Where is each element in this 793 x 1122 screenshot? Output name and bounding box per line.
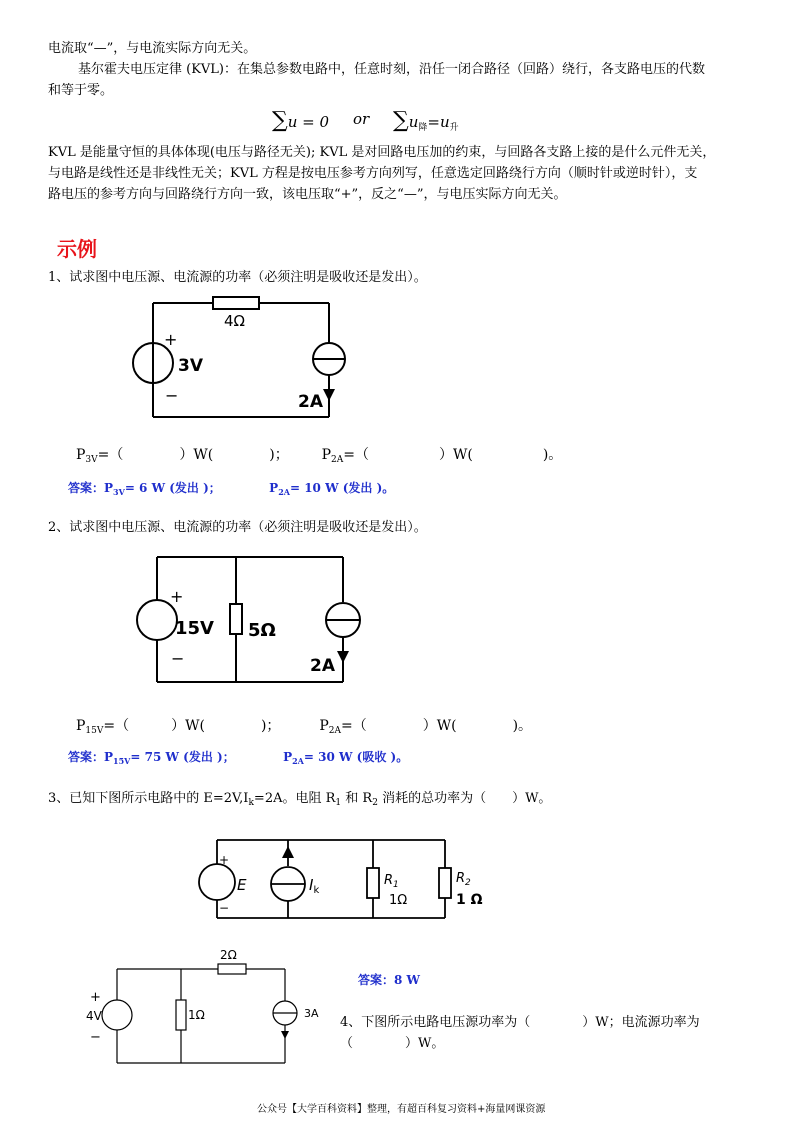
current-arrow-icon — [281, 1031, 289, 1039]
kvl-formula-or: or — [353, 110, 370, 128]
kvl-paragraph-line3: 路电压的参考方向与回路绕行方向一致，该电压取“+”，反之“—”，与电压实际方向无关。 — [48, 187, 567, 202]
resistor-2ohm — [218, 964, 246, 974]
kvl-paragraph-line2: 与电路是线性还是非线性无关；KVL 方程是按电压参考方向列写，任意选定回路绕行方向（顺时针或逆时针），支 — [48, 166, 698, 181]
kvl-formula-left: ∑u = 0 — [272, 108, 330, 133]
kvl-paragraph-line1: KVL 是能量守恒的具体体现(电压与路径无关); KVL 是对回路电压加的约束，与回路各支路上接的是什么元件无关， — [48, 145, 716, 160]
plus-sign: + — [219, 853, 230, 867]
kvl-definition-line1: 基尔霍夫电压定律 (KVL)：在集总参数电路中，任意时刻，沿任一闭合路径（回路）绕行，各支路电压的代数 — [78, 62, 706, 77]
resistor-label: 4Ω — [224, 312, 246, 330]
question-4-text-line2: （ ）W。 — [340, 1036, 445, 1051]
question-1-power-blanks: $P_{3V}=$（ ）W( )； $P_{2A}=$（ ）W( )。 — [76, 447, 563, 465]
circuit-diagram-4 — [80, 945, 320, 1070]
resistor-r2 — [439, 868, 451, 898]
voltage-label: E — [237, 876, 247, 894]
voltage-source-icon — [137, 600, 177, 640]
current-label: 2A — [298, 392, 323, 412]
current-label: $I_k$ — [309, 876, 320, 896]
circuit-diagram-1 — [130, 285, 360, 425]
current-label: 2A — [310, 656, 335, 676]
plus-sign: + — [164, 330, 178, 349]
current-arrow-icon — [337, 651, 349, 663]
resistor-r1 — [367, 868, 379, 898]
page-footer: 公众号【大学百科资料】整理，有超百科复习资料+海量网课资源 — [257, 1104, 546, 1115]
minus-sign: − — [171, 649, 185, 668]
question-1-text: 1、试求图中电压源、电流源的功率（必须注明是吸收还是发出）。 — [48, 270, 427, 285]
resistor-mid-label: 1Ω — [188, 1008, 205, 1022]
resistor-top-label: 2Ω — [220, 948, 237, 962]
resistor-1ohm — [176, 1000, 186, 1030]
current-arrow-icon — [282, 846, 294, 858]
voltage-source-icon — [102, 1000, 132, 1030]
question-4-text-line1: 4、下图所示电路电压源功率为（ ）W；电流源功率为 — [340, 1015, 700, 1030]
current-arrow-icon — [323, 389, 335, 401]
question-2-power-blanks: $P_{15V}=$（ ）W( )； $P_{2A}=$（ ）W( )。 — [76, 718, 533, 736]
r1-label: $R_1$ — [384, 873, 399, 890]
voltage-label: 15V — [175, 618, 214, 639]
r1-value: 1Ω — [389, 893, 408, 908]
section-heading: 示例 — [57, 237, 97, 261]
resistor-4ohm — [213, 297, 259, 309]
circuit-diagram-3 — [190, 832, 490, 927]
r2-label: $R_2$ — [456, 871, 471, 888]
question-1-answer: 答案：$P_{3V}= 6$ W (发出 )； $P_{2A}= 10$ W (发出 )。 — [68, 481, 395, 497]
minus-sign: − — [165, 386, 179, 405]
question-2-text: 2、试求图中电压源、电流源的功率（必须注明是吸收还是发出）。 — [48, 520, 427, 535]
plus-sign: + — [90, 990, 101, 1005]
kvl-formula-right: $\sum u_降=u_升$ — [393, 108, 459, 133]
voltage-label: 4V — [86, 1009, 102, 1023]
minus-sign: − — [90, 1030, 101, 1045]
voltage-label: 3V — [178, 356, 203, 376]
resistor-label: 5Ω — [248, 620, 276, 641]
plus-sign: + — [170, 587, 184, 606]
question-3-text: 3、已知下图所示电路中的 $E=2V,I_k=2A$。电阻 $R_1$ 和 $R_2$ 消耗的总功率为（ ）W。 — [48, 791, 552, 808]
intro-line: 电流取“—”，与电流实际方向无关。 — [48, 41, 257, 56]
minus-sign: − — [219, 901, 230, 915]
kvl-definition-line2: 和等于零。 — [48, 83, 114, 98]
voltage-source-icon — [199, 864, 235, 900]
current-label: 3A — [304, 1007, 319, 1020]
question-3-answer: 答案：8 W — [358, 973, 421, 987]
circuit-diagram-2 — [130, 550, 370, 690]
r2-value: 1 Ω — [456, 892, 483, 908]
question-2-answer: 答案：$P_{15V}= 75$ W (发出 )； $P_{2A}= 30$ W (吸收 )。 — [68, 750, 409, 766]
resistor-5ohm — [230, 604, 242, 634]
